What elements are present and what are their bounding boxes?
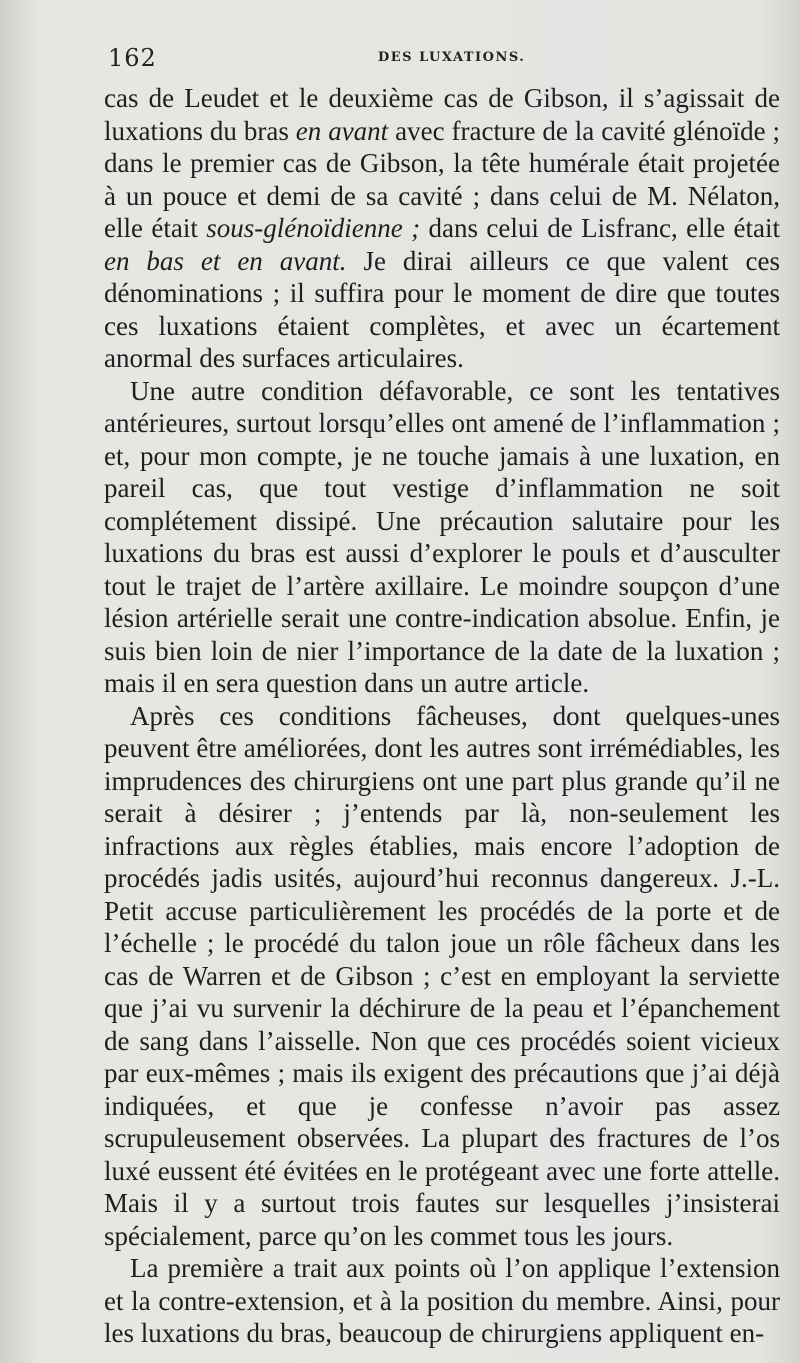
paragraph-3 (104, 700, 780, 1253)
italic-text: en bas et en avant. (104, 245, 347, 276)
paragraph-4 (104, 1252, 780, 1350)
italic-text: en avant (295, 115, 389, 146)
italic-text: sous-glénoïdienne ; (206, 213, 421, 243)
text-run: avec fracture de la cavité glénoïde ; dans le premier cas de Gibson, la tête humérale était projetée à un pouce et demi de sa cavité ; dans celui de M. Nélaton, elle était (104, 115, 780, 243)
running-head (0, 36, 800, 76)
paragraph-1 (104, 82, 780, 375)
running-title: DES LUXATIONS. (378, 50, 526, 65)
page-number: 162 (108, 44, 157, 72)
text-run: dans celui de Lisfranc, elle était (420, 213, 781, 243)
text-run: Je dirai ailleurs ce que valent ces dénominations ; il suffira pour le moment de dire que toutes ces luxations étaient complètes, et avec un écartement anormal des surfaces articulaires. (104, 245, 780, 373)
text-run: La première a trait aux points où l’on applique l’extension et la contre-extension, et à la position du membre. Ainsi, pour les luxations du bras, beaucoup de chirurgiens appliquent en- (104, 1253, 780, 1348)
text-run: Après ces conditions fâcheuses, dont quelques-unes peuvent être améliorées, dont les autres sont irrémédiables, les imprudences des chirurgiens ont une part plus grande qu’il ne serait à désirer ; j’entends par là, non-seulement les infractions aux règles établies, mais encore l’adoption de procédés jadis usités, aujourd’hui reconnus dangereux. J.-L. Petit accuse particulièrement les procédés de la porte et de l’échelle ; le procédé du talon joue un rôle fâcheux dans les cas de Warren et de Gibson ; c’est en employant la serviette que j’ai vu survenir la déchirure de la peau et l’épanchement de sang dans l’aisselle. Non que ces procédés soient vicieux par eux-mêmes ; mais ils exigent des précautions que j’ai déjà indiquées, et que je confesse n’avoir pas assez scrupuleusement observées. La plupart des fractures de l’os luxé eussent été évitées en le protégeant avec une forte attelle. Mais il y a surtout trois fautes sur lesquelles j’insisterai spécialement, parce qu’on les commet tous les jours. (104, 700, 780, 1251)
paragraph-2 (104, 375, 780, 700)
body-text (104, 82, 780, 1350)
text-run: Une autre condition défavorable, ce sont les tentatives antérieures, surtout lorsqu’elles ont amené de l’inflammation ; et, pour mon compte, je ne touche jamais à une luxation, en pareil cas, que tout vestige d’inflammation ne soit complétement dissipé. Une précaution salutaire pour les luxations du bras est aussi d’explorer le pouls et d’ausculter tout le trajet de l’artère axillaire. Le moindre soupçon d’une lésion artérielle serait une contre-indication absolue. Enfin, je suis bien loin de nier l’importance de la date de la luxation ; mais il en sera question dans un autre article. (104, 375, 780, 698)
text-run: cas de Leudet et le deuxième cas de Gibson, il s’agissait de luxations du bras (104, 83, 780, 146)
